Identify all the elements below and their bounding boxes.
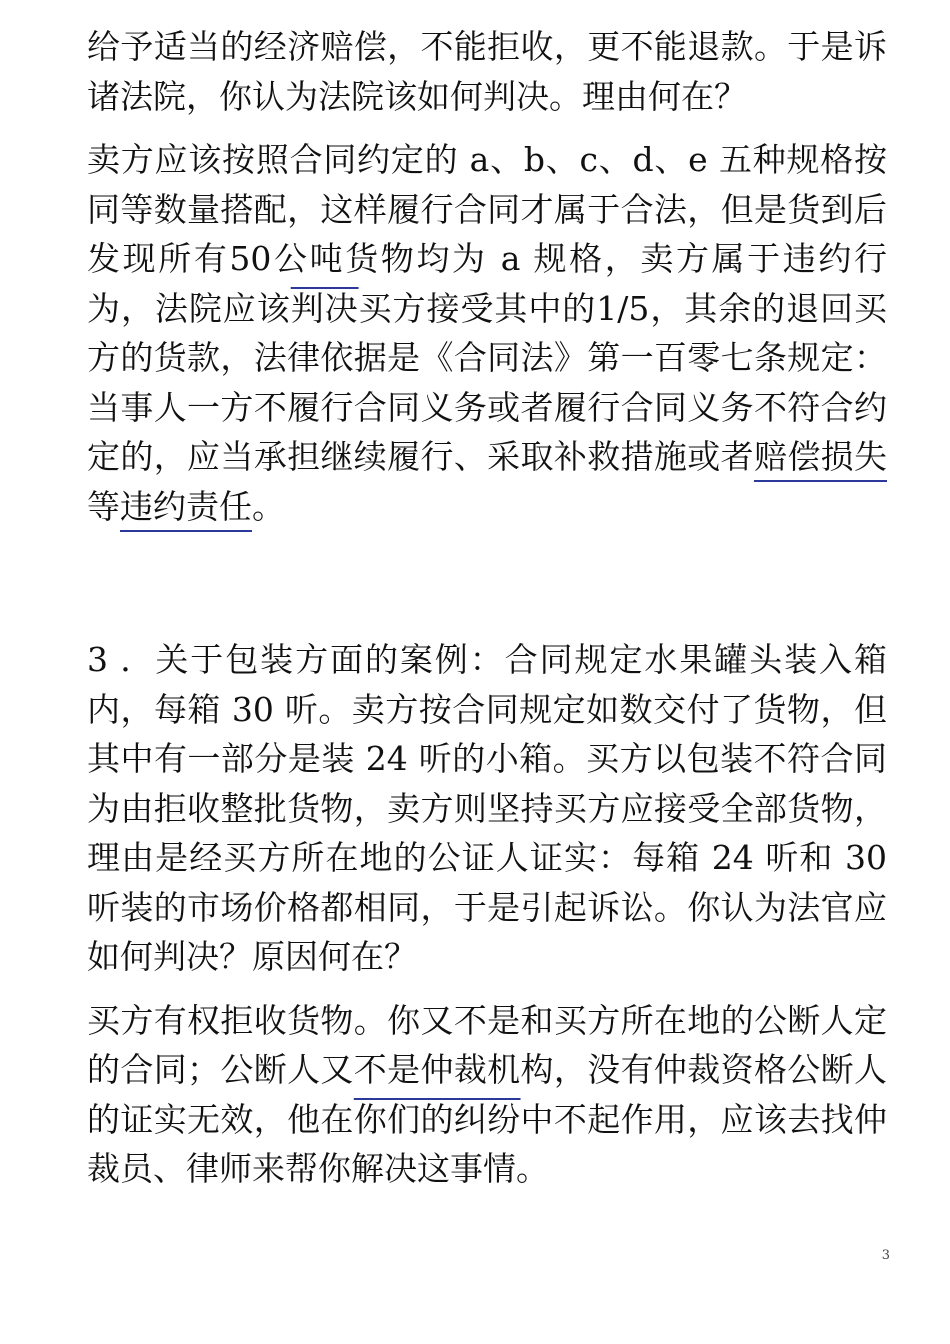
answer-text-part: 中不起作用，应该去找仲裁员、律师来帮你解决这事情。 <box>87 1099 888 1188</box>
paragraph-text: 给予适当的经济赔偿，不能拒收，更不能退款。于是诉诸法院，你认为法院该如何判决。理由何在？ <box>87 27 887 116</box>
answer-text-part: 等 <box>87 486 120 526</box>
answer-text-part: 。 <box>252 486 285 526</box>
paragraph-spacer <box>87 545 887 635</box>
paragraph-answer-2 <box>87 135 887 531</box>
marked-text-judgment: 判决 <box>290 288 359 328</box>
paragraph-answer-3 <box>87 996 887 1194</box>
answer-text-part: 卖方应该按照合同约定的 a、b、c、d、e 五种规格按同等数量搭配，这样履行合同才属于合法，但是货到后发现所有50公吨货物均为 a 规格，卖方属于违约行为，法院应该 <box>87 140 887 328</box>
answer-text-part: 买方接受其中的1/5，其余的退回买方的货款，法律依据是《合同法》第一百零七条规定：当事人一方不履行合同义务或者履行合同义务不符合约定的，应当承担继续履行、采取补救措施或者 <box>87 288 888 476</box>
document-body <box>87 22 887 1208</box>
paragraph-text: 3 ．关于包装方面的案例：合同规定水果罐头装入箱内，每箱 30 听。卖方按合同规定如数交付了货物，但其中有一部分是装 24 听的小箱。买方以包装不符合同为由拒收整批货物，卖方则坚持买方应接受全部货物，理由是经买方所在地的公证人证实：每箱 24 听和 30 听装的市场价格都相同，于是引起诉讼。你认为法官应如何判决？原因何在？ <box>87 640 887 976</box>
answer-text-part: 买方有权拒收货物。你又不是和买方所在地的公断人定的合同；公断人又不是仲裁机构，没有仲裁资格公断人的证实无效，他在 <box>87 1000 887 1139</box>
paragraph-question-2-end <box>87 22 887 121</box>
page-number: 3 <box>881 1248 890 1263</box>
marked-text-dispute: 你们的纠纷 <box>353 1099 521 1139</box>
paragraph-question-3 <box>87 635 887 982</box>
underlined-text-liability: 违约责任 <box>120 486 252 526</box>
underlined-text-compensation: 赔偿损失 <box>753 437 888 476</box>
